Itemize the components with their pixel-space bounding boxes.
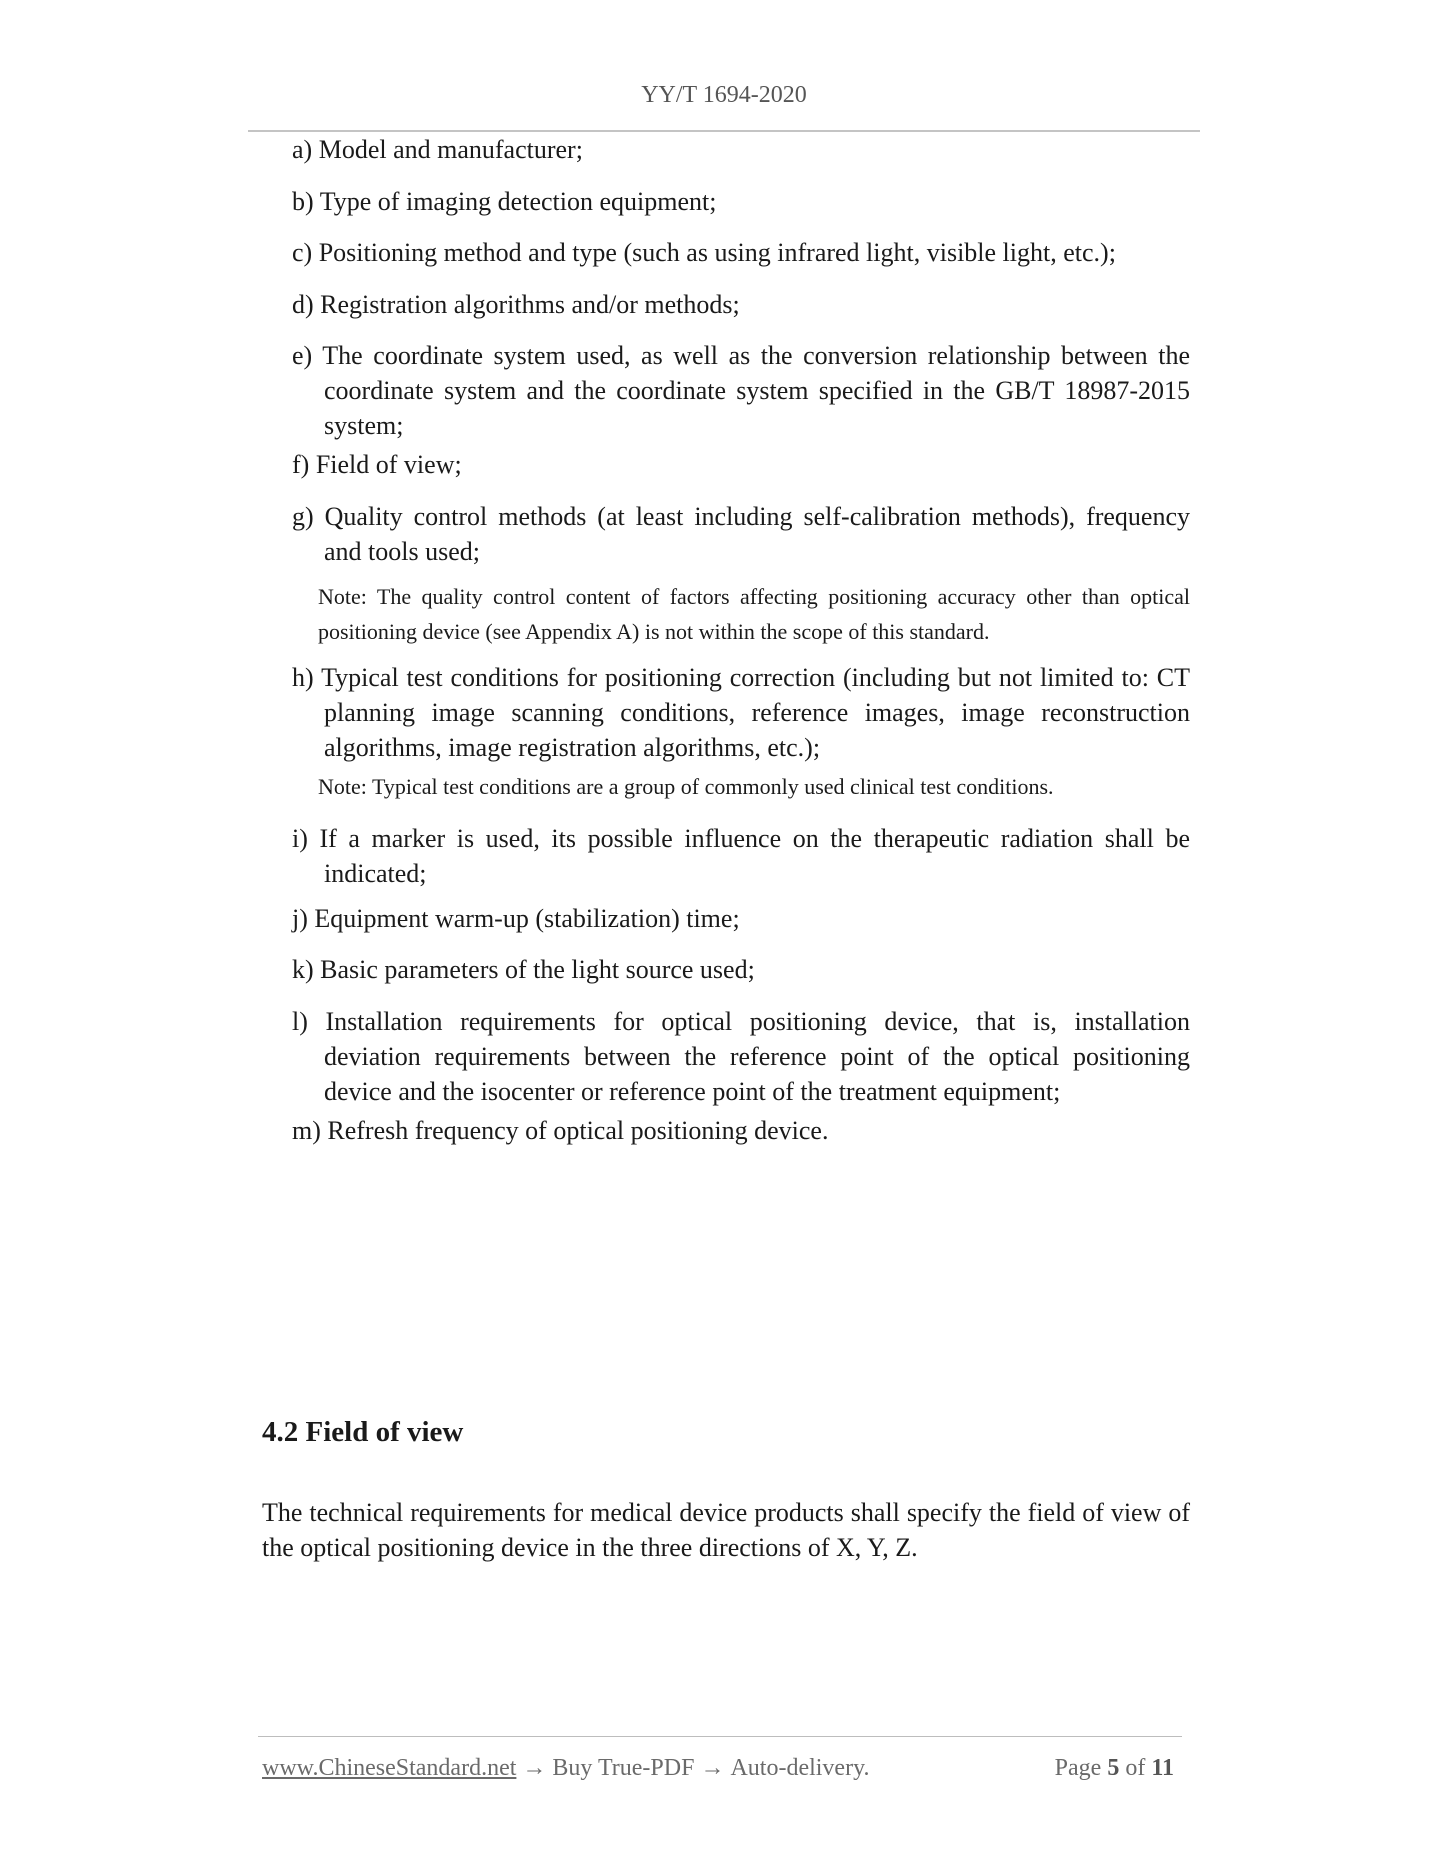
list-marker: j) bbox=[292, 904, 308, 933]
arrow-right-icon: → bbox=[700, 1755, 725, 1781]
page-word: Page bbox=[1054, 1755, 1102, 1781]
list-text: Quality control methods (at least including self-calibration methods), frequency and tools used; bbox=[324, 502, 1191, 566]
list-text: If a marker is used, its possible influence on the therapeutic radiation shall be indicated; bbox=[319, 824, 1190, 888]
site-link[interactable]: www.ChineseStandard.net bbox=[262, 1755, 517, 1781]
footer-divider bbox=[258, 1736, 1182, 1737]
section-body-paragraph: The technical requirements for medical device products shall specify the field of view of the optical positioning device in the three directions of X, Y, Z. bbox=[262, 1498, 1190, 1562]
list-marker: k) bbox=[292, 955, 314, 984]
list-item-d bbox=[292, 287, 1190, 322]
list-item-j bbox=[292, 901, 1190, 936]
list-text: The coordinate system used, as well as the conversion relationship between the coordinate system and the coordinate system specified in the GB/T 18987-2015 system; bbox=[322, 341, 1191, 440]
list-item-e bbox=[292, 338, 1190, 443]
buy-pdf-text: Buy True-PDF bbox=[552, 1755, 695, 1781]
list-item-a bbox=[292, 132, 1190, 167]
page-current: 5 bbox=[1107, 1755, 1120, 1781]
list-text: Registration algorithms and/or methods; bbox=[320, 290, 740, 319]
list-item-g bbox=[292, 499, 1190, 569]
page-number bbox=[1055, 1752, 1174, 1784]
note-quality-control: Note: The quality control content of factors affecting positioning accuracy other than optical positioning device (see Appendix A) is not within the scope of this standard. bbox=[318, 584, 1190, 644]
list-item-m bbox=[292, 1113, 1190, 1148]
page-header-standard-code: YY/T 1694-2020 bbox=[641, 82, 807, 108]
arrow-right-icon: → bbox=[522, 1755, 547, 1781]
note-test-conditions: Note: Typical test conditions are a group of commonly used clinical test conditions. bbox=[318, 774, 1054, 799]
footer-promo bbox=[262, 1752, 870, 1784]
list-text: Equipment warm-up (stabilization) time; bbox=[314, 904, 740, 933]
list-marker: h) bbox=[292, 663, 314, 692]
list-marker: d) bbox=[292, 290, 314, 319]
list-marker: a) bbox=[292, 135, 313, 164]
list-marker: m) bbox=[292, 1116, 321, 1145]
list-text: Basic parameters of the light source used; bbox=[320, 955, 755, 984]
list-item-k bbox=[292, 952, 1190, 987]
list-text: Positioning method and type (such as using infrared light, visible light, etc.); bbox=[318, 238, 1116, 267]
section-heading: 4.2 Field of view bbox=[262, 1416, 464, 1448]
list-marker: e) bbox=[292, 341, 313, 370]
list-text: Field of view; bbox=[315, 450, 462, 479]
list-text: Model and manufacturer; bbox=[318, 135, 583, 164]
list-text: Typical test conditions for positioning correction (including but not limited to: CT planning image scanning conditions, reference images, image reconstruction algorithms, image registration algorithms, etc.); bbox=[321, 663, 1191, 762]
list-item-f bbox=[292, 447, 1190, 482]
list-marker: i) bbox=[292, 824, 308, 853]
list-marker: g) bbox=[292, 502, 314, 531]
list-text: Installation requirements for optical positioning device, that is, installation deviation requirements between the reference point of the optical positioning device and the isocenter or reference point of the treatment equipment; bbox=[324, 1007, 1190, 1106]
list-text: Type of imaging detection equipment; bbox=[319, 187, 717, 216]
of-word: of bbox=[1125, 1755, 1146, 1781]
list-item-l bbox=[292, 1004, 1190, 1109]
list-marker: f) bbox=[292, 450, 310, 479]
list-item-i bbox=[292, 821, 1190, 891]
list-text: Refresh frequency of optical positioning device. bbox=[327, 1116, 829, 1145]
page-total: 11 bbox=[1151, 1755, 1174, 1781]
list-marker: b) bbox=[292, 187, 314, 216]
list-marker: c) bbox=[292, 238, 313, 267]
list-item-c bbox=[292, 235, 1190, 270]
list-item-h bbox=[292, 660, 1190, 765]
auto-delivery-text: Auto-delivery. bbox=[730, 1755, 870, 1781]
list-marker: l) bbox=[292, 1007, 308, 1036]
list-item-b bbox=[292, 184, 1190, 219]
